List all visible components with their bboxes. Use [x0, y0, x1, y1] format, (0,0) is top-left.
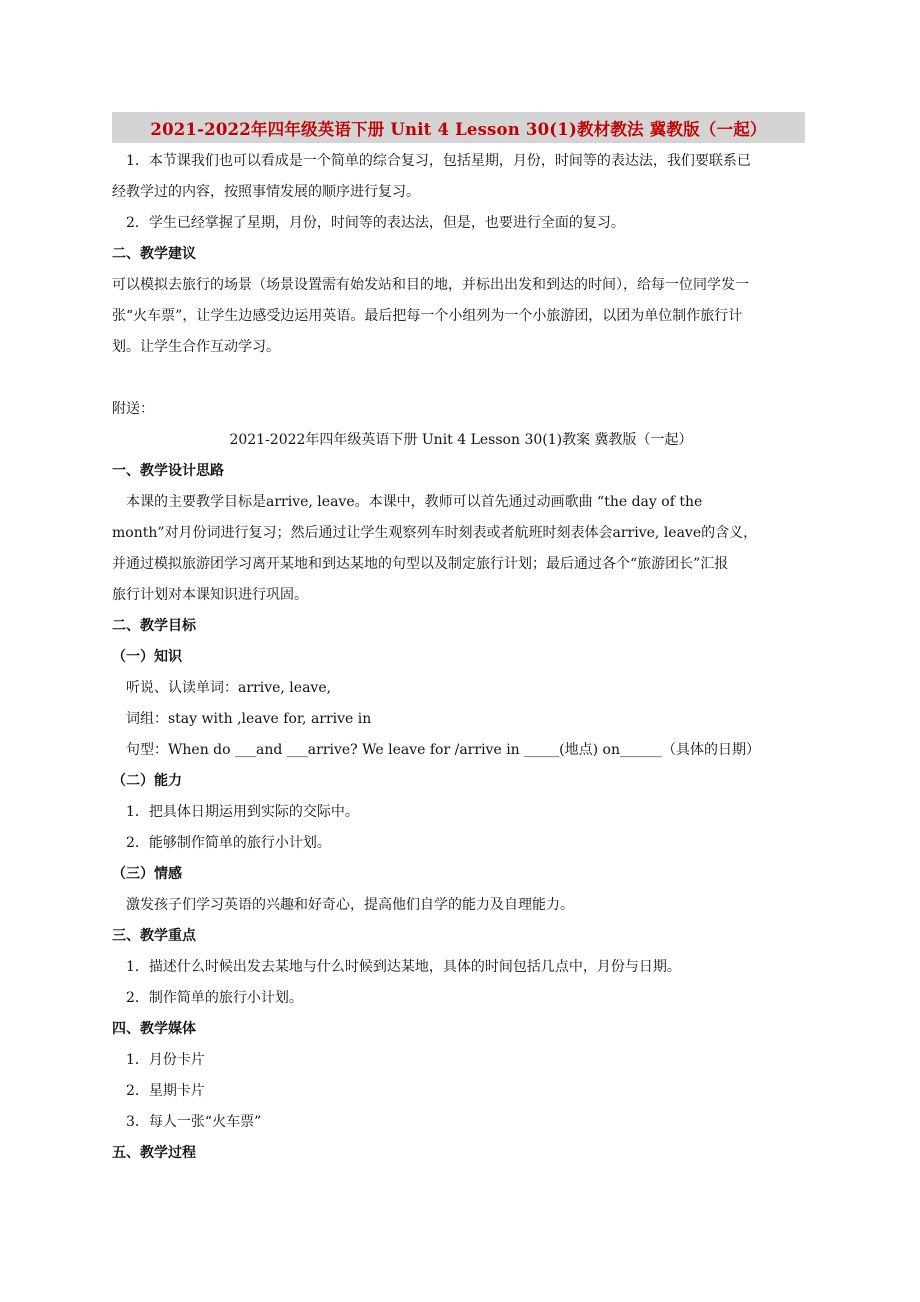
subtitle: 2021-2022年四年级英语下册 Unit 4 Lesson 30(1)教案 冀教版（一起）	[229, 432, 693, 448]
knowledge-sentences: 句型：When do ___and ___arrive? We leave for /arrive in _____(地点) on______（具体的日期）	[126, 742, 760, 758]
keypoint-item-2: 2．制作简单的旅行小计划。	[126, 990, 303, 1006]
advice-line-1: 可以模拟去旅行的场景（场景设置需有始发站和目的地，并标出出发和到达的时间），给每一位同学发一	[112, 277, 749, 293]
intro-paragraph-1-line-2: 经教学过的内容，按照事情发展的顺序进行复习。	[112, 184, 420, 200]
design-heading: 一、教学设计思路	[112, 463, 224, 479]
knowledge-phrases: 词组：stay with ,leave for, arrive in	[126, 711, 372, 727]
media-item-1: 1．月份卡片	[126, 1052, 205, 1068]
ability-item-1: 1．把具体日期运用到实际的交际中。	[126, 804, 359, 820]
emotion-item-1: 激发孩子们学习英语的兴趣和好奇心，提高他们自学的能力及自理能力。	[126, 897, 574, 913]
intro-paragraph-2: 2．学生已经掌握了星期，月份，时间等的表达法，但是，也要进行全面的复习。	[126, 215, 625, 231]
document-title: 2021-2022年四年级英语下册 Unit 4 Lesson 30(1)教材教法 冀教版（一起）	[150, 120, 767, 139]
media-item-3: 3．每人一张“火车票”	[126, 1114, 262, 1130]
keypoint-item-1: 1．描述什么时候出发去某地与什么时候到达某地，具体的时间包括几点中，月份与日期。	[126, 959, 681, 975]
advice-line-3: 划。让学生合作互动学习。	[112, 339, 280, 355]
design-line-2: month”对月份词进行复习；然后通过让学生观察列车时刻表或者航班时刻表体会arrive, leave的含义，	[112, 525, 758, 541]
design-line-1: 本课的主要教学目标是arrive, leave。本课中，教师可以首先通过动画歌曲 “the day of the	[126, 494, 703, 510]
media-item-2: 2．星期卡片	[126, 1083, 205, 1099]
advice-line-2: 张“火车票”，让学生边感受边运用英语。最后把每一个小组列为一个小旅游团，以团为单位制作旅行计	[112, 308, 743, 324]
appendix-label: 附送：	[112, 401, 154, 417]
keypoints-heading: 三、教学重点	[112, 928, 196, 944]
knowledge-words: 听说、认读单词：arrive, leave,	[126, 680, 332, 696]
goals-heading: 二、教学目标	[112, 618, 196, 634]
media-heading: 四、教学媒体	[112, 1021, 196, 1037]
advice-heading: 二、教学建议	[112, 246, 196, 262]
design-line-3: 并通过模拟旅游团学习离开某地和到达某地的句型以及制定旅行计划；最后通过各个“旅游团长”汇报	[112, 556, 729, 572]
ability-heading: （二）能力	[112, 773, 182, 789]
ability-item-2: 2．能够制作简单的旅行小计划。	[126, 835, 331, 851]
process-heading: 五、教学过程	[112, 1145, 196, 1161]
intro-paragraph-1-line-1: 1．本节课我们也可以看成是一个简单的综合复习，包括星期，月份，时间等的表达法，我们要联系已	[126, 153, 751, 169]
emotion-heading: （三）情感	[112, 866, 182, 882]
design-line-4: 旅行计划对本课知识进行巩固。	[112, 587, 308, 603]
knowledge-heading: （一）知识	[112, 649, 182, 665]
